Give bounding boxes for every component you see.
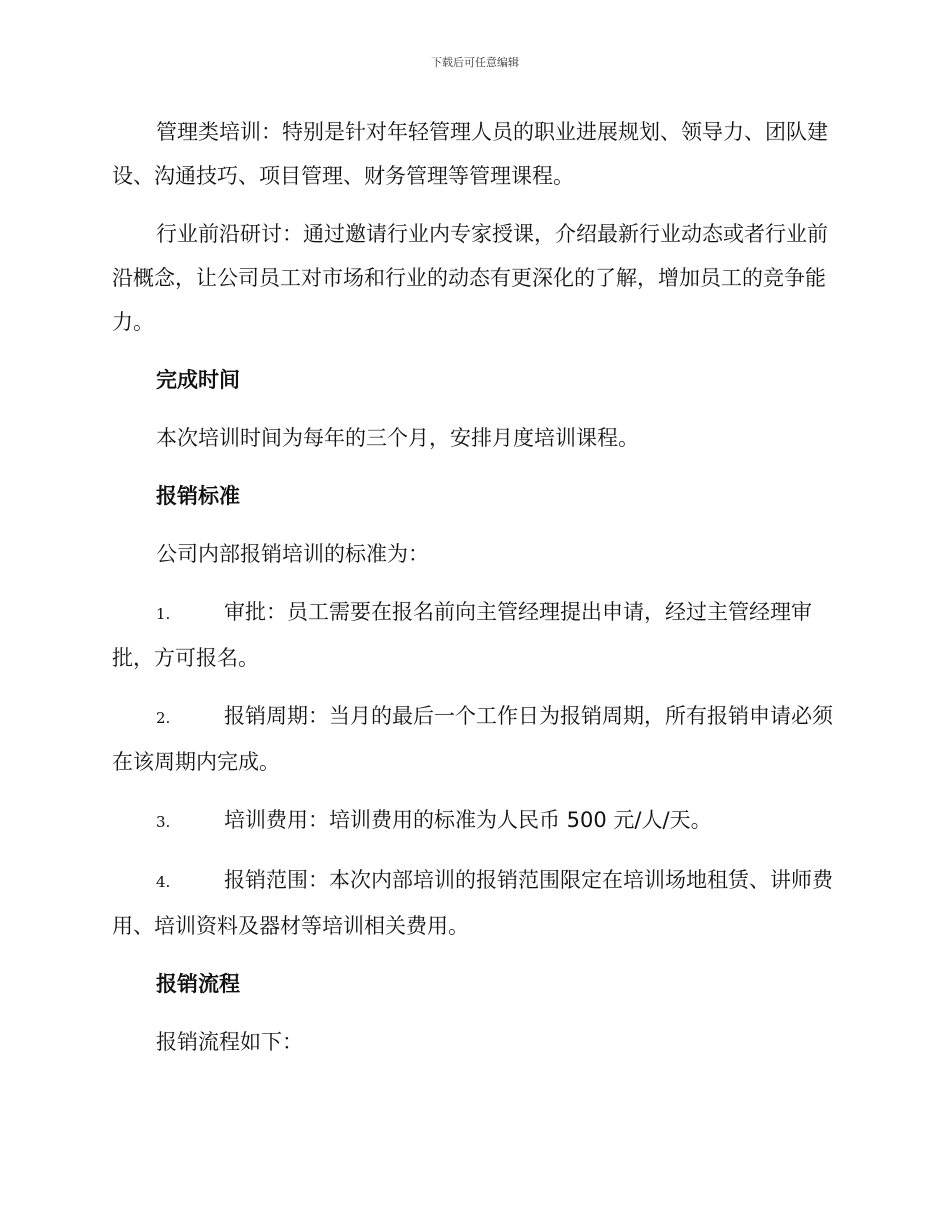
heading-completion-time: 完成时间 xyxy=(156,368,240,392)
paragraph-process-intro: 报销流程如下： xyxy=(156,1030,303,1054)
list-number: 1. xyxy=(156,605,171,623)
list-number: 4. xyxy=(156,873,171,891)
list-item-text: 培训费用：培训费用的标准为人民币 500 元/人/天。 xyxy=(224,808,712,832)
list-item-text: 报销范围：本次内部培训的报销范围限定在培训场地租赁、讲师费用、培训资料及器材等培训相关费用。 xyxy=(112,868,833,938)
list-number: 3. xyxy=(156,813,171,831)
heading-reimbursement-standard: 报销标准 xyxy=(156,484,240,508)
paragraph-training-time: 本次培训时间为每年的三个月，安排月度培训课程。 xyxy=(156,426,639,450)
list-item-text: 审批：员工需要在报名前向主管经理提出申请，经过主管经理审批，方可报名。 xyxy=(112,600,812,670)
paragraph-standard-intro: 公司内部报销培训的标准为： xyxy=(156,542,429,566)
list-item-scope xyxy=(112,858,836,948)
page-header: 下载后可任意编辑 xyxy=(431,56,519,69)
paragraph-industry-seminar: 行业前沿研讨：通过邀请行业内专家授课，介绍最新行业动态或者行业前沿概念，让公司员工对市场和行业的动态有更深化的了解，增加员工的竞争能力。 xyxy=(112,222,828,334)
document-body xyxy=(112,110,836,1078)
heading-reimbursement-process: 报销流程 xyxy=(156,972,240,996)
list-item-approval xyxy=(112,590,836,680)
list-item-text: 报销周期：当月的最后一个工作日为报销周期，所有报销申请必须在该周期内完成。 xyxy=(112,704,833,774)
list-number: 2. xyxy=(156,709,171,727)
paragraph-management-training: 管理类培训：特别是针对年轻管理人员的职业进展规划、领导力、团队建设、沟通技巧、项目管理、财务管理等管理课程。 xyxy=(112,120,828,188)
list-item-fee xyxy=(112,798,836,844)
list-item-period xyxy=(112,694,836,784)
